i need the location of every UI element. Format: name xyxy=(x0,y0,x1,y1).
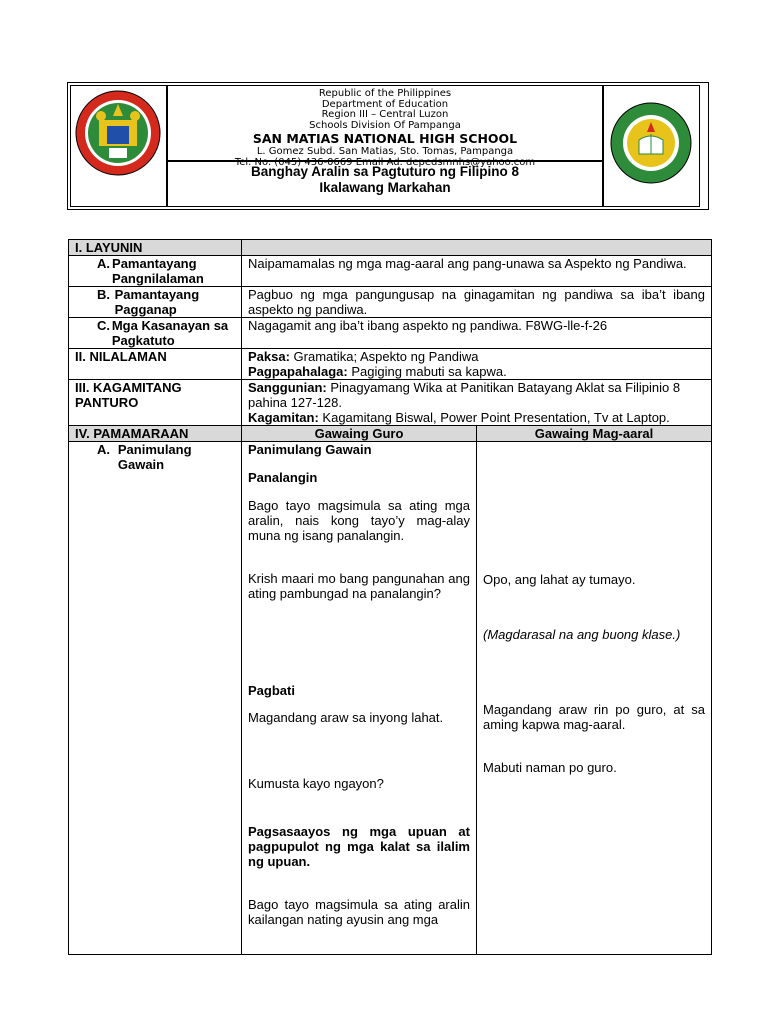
section-kagamitang: III. KAGAMITANG PANTURO xyxy=(69,380,242,426)
kagamitang-content xyxy=(242,380,712,426)
panalangin-heading: Panalangin xyxy=(248,470,318,485)
school-info-box xyxy=(167,85,603,168)
row-c-text: Nagagamit ang iba’t ibang aspekto ng pandiwa. F8WG-lle-f-26 xyxy=(242,318,712,349)
row-a-num: A. xyxy=(97,256,110,271)
lesson-title-box xyxy=(167,161,603,207)
pagsasaayos-heading: Pagsasaayos ng mga upuan at pagpupulot ng mga kalat sa ilalim ng upuan. xyxy=(248,824,470,869)
header-line-1: Republic of the Philippines xyxy=(318,88,452,99)
section-pamamaraan: IV. PAMAMARAAN xyxy=(69,426,242,442)
row-a-label xyxy=(69,256,242,287)
nilalaman-content xyxy=(242,349,712,380)
magaaral-response-4: Mabuti naman po guro. xyxy=(483,760,617,775)
row-c-label xyxy=(69,318,242,349)
row-c-title: Mga Kasanayan sa Pagkatuto xyxy=(111,318,229,348)
pagbati-heading: Pagbati xyxy=(248,683,295,698)
magaaral-response-1: Opo, ang lahat ay tumayo. xyxy=(483,572,636,587)
sanggunian-text: Pinagyamang Wika at Panitikan Batayang Aklat sa Filipinio 8 pahina 127-128. xyxy=(248,380,681,410)
pagpapahalaga-text: Pagiging mabuti sa kapwa. xyxy=(351,364,507,379)
row-b-title: Pamantayang Pagganap xyxy=(114,287,200,317)
row-b-num: B. xyxy=(97,287,110,302)
school-logo-box xyxy=(603,85,700,207)
guro-heading: Panimulang Gawain xyxy=(248,442,372,457)
column-gawaing-magaaral: Gawaing Mag-aaral xyxy=(477,426,712,442)
lesson-quarter: Ikalawang Markahan xyxy=(319,180,451,195)
header-line-2: Department of Education xyxy=(321,98,449,110)
lesson-plan-table xyxy=(68,239,712,955)
deped-logo-box xyxy=(70,85,167,207)
header-line-3: Region III – Central Luzon xyxy=(321,109,449,120)
row-b-label xyxy=(69,287,242,318)
guro-prayer-intro: Bago tayo magsimula sa ating mga aralin, nais kong tayo’y mag-alay muna ng isang panalangin. xyxy=(248,498,470,543)
magaaral-column xyxy=(477,442,712,955)
kagamitan-label: Kagamitan: xyxy=(248,410,319,425)
guro-prayer-request: Krish maari mo bang pangunahan ang ating pambungad na panalangin? xyxy=(248,571,470,601)
guro-kumusta: Kumusta kayo ngayon? xyxy=(248,776,384,791)
paksa-text: Gramatika; Aspekto ng Pandiwa xyxy=(293,349,479,364)
sanggunian-label: Sanggunian: xyxy=(248,380,327,395)
school-name: SAN MATIAS NATIONAL HIGH SCHOOL xyxy=(252,131,518,146)
school-seal-icon xyxy=(604,86,699,206)
lesson-title: Banghay Aralin sa Pagtuturo ng Filipino 8 xyxy=(250,164,520,179)
row-a-text: Naipamamalas ng mga mag-aaral ang pang-unawa sa Aspekto ng Pandiwa. xyxy=(242,256,712,287)
section-layunin-blank xyxy=(242,240,712,256)
magaaral-response-3: Magandang araw rin po guro, at sa aming kapwa mag-aaral. xyxy=(483,702,705,732)
section-layunin: I. LAYUNIN xyxy=(69,240,242,256)
row-c-num: C. xyxy=(97,318,110,333)
guro-greeting: Magandang araw sa inyong lahat. xyxy=(248,710,444,725)
deped-seal-icon xyxy=(71,86,166,206)
row-a-title: Pamantayang Pangnilalaman xyxy=(112,256,204,286)
row-panimulang-label xyxy=(69,442,242,955)
pagpapahalaga-label: Pagpapahalaga: xyxy=(248,364,348,379)
section-nilalaman: II. NILALAMAN xyxy=(69,349,242,380)
kagamitan-text: Kagamitang Biswal, Power Point Presentation, Tv at Laptop. xyxy=(322,410,670,425)
row-b-text: Pagbuo ng mga pangungusap na ginagamitan ng pandiwa sa iba’t ibang aspekto ng pandiwa. xyxy=(242,287,712,318)
guro-column xyxy=(242,442,477,955)
panimulang-title: Panimulang Gawain xyxy=(117,442,192,472)
column-gawaing-guro: Gawaing Guro xyxy=(242,426,477,442)
school-address: L. Gomez Subd. San Matias, Sto. Tomas, Pampanga xyxy=(256,146,514,157)
paksa-label: Paksa: xyxy=(248,349,290,364)
magaaral-response-2: (Magdarasal na ang buong klase.) xyxy=(483,627,681,642)
school-contact: Tel. No. (045) 436-0669 Email Ad. depedsmnhs@yahoo.com xyxy=(234,156,536,168)
panimulang-num: A. xyxy=(97,442,110,457)
guro-arrange-text: Bago tayo magsimula sa ating aralin kailangan nating ayusin ang mga xyxy=(248,897,470,927)
header-line-4: Schools Division Of Pampanga xyxy=(309,119,461,131)
